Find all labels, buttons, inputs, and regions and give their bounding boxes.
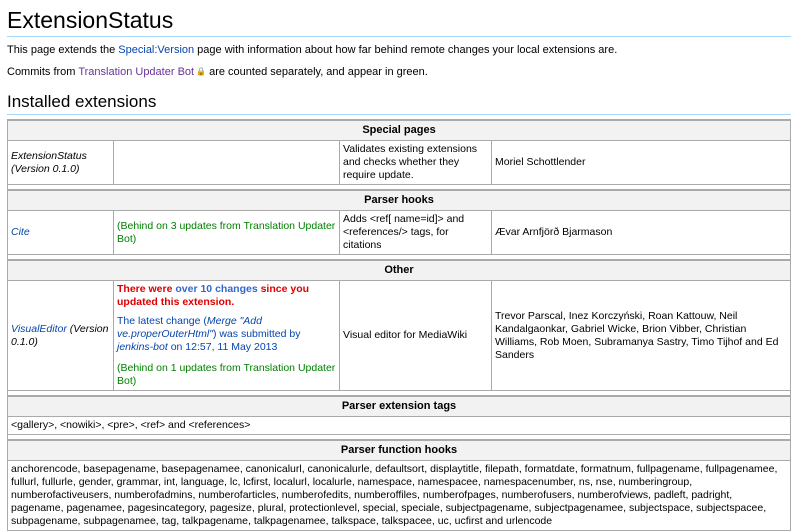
extension-name-cell xyxy=(8,211,114,255)
section-row-parser-extension-tags xyxy=(8,396,791,417)
section-row-parser-function-hooks xyxy=(8,440,791,461)
latest-text-b: ) was submitted by xyxy=(212,328,301,340)
latest-change-link-text: Merge "Add ve.properOuterHtml" xyxy=(117,315,262,340)
extension-status-cell: (Behind on 3 updates from Translation Updater Bot) xyxy=(114,211,340,255)
extension-name-cell xyxy=(8,141,114,185)
extension-authors: Ævar Arnfjörð Bjarmason xyxy=(492,211,791,255)
section-header-parser-function-hooks: Parser function hooks xyxy=(8,440,791,461)
section-header-parser-hooks: Parser hooks xyxy=(8,190,791,211)
section-row-special-pages xyxy=(8,120,791,141)
extension-version: (Version 0.1.0) xyxy=(11,322,109,348)
visualeditor-extension-link[interactable]: VisualEditor xyxy=(11,322,67,335)
changes-count: over 10 changes xyxy=(175,283,258,295)
commits-text-pre: Commits from xyxy=(7,66,79,78)
installed-extensions-heading: Installed extensions xyxy=(7,92,791,115)
section-header-special-pages: Special pages xyxy=(8,120,791,141)
extension-description: Validates existing extensions and checks whether they require update. xyxy=(340,141,492,185)
intro-text-post: page with information about how far behind remote changes your local extensions are. xyxy=(194,44,618,56)
warning-text-a: There were xyxy=(117,283,176,295)
latest-text-c: on 12:57, 11 May 2013 xyxy=(167,341,278,353)
extension-name: ExtensionStatus xyxy=(11,149,87,162)
extension-description: Adds <ref[ name=id]> and <references/> tags, for citations xyxy=(340,211,492,255)
translation-bot-link[interactable]: Translation Updater Bot xyxy=(78,66,195,78)
bot-status: (Behind on 1 updates from Translation Updater Bot) xyxy=(117,362,336,387)
commits-paragraph xyxy=(7,64,791,80)
lock-icon: 🔒 xyxy=(196,67,207,76)
table-row-function-hooks xyxy=(8,461,791,531)
section-header-other: Other xyxy=(8,260,791,281)
update-warning xyxy=(117,283,336,309)
table-row-extension-tags xyxy=(8,417,791,435)
latest-user-link[interactable] xyxy=(117,341,168,353)
page-title: ExtensionStatus xyxy=(7,6,791,37)
extension-authors: Moriel Schottlender xyxy=(492,141,791,185)
latest-user-link-text: jenkins-bot xyxy=(117,341,168,353)
function-hooks-list: anchorencode, basepagename, basepagenamee, canonicalurl, canonicalurle, defaultsort, displaytitle, filepath, formatdate, formatnum, fullpagename, fullpagenamee, fullurl, fullurle, gender, grammar, int, language, lc, lcfirst, localurl, localurle, namespace, namespacee, namespacenumber, ns, nse, numberingroup, numberofactiveusers, numberofadmins, numberofarticles, numberofedits, numberoffiles, numberofpages, numberofusers, numberofviews, padleft, padright, pagename, pagenamee, pagesincategory, pagesize, plural, protectionlevel, special, speciale, subjectpagename, subjectpagenamee, subjectspace, subjectspacee, subpagename, subpagenamee, tag, talkpagename, talkpagenamee, talkspace, talkspacee, uc, ucfirst and urlencode xyxy=(8,461,791,531)
latest-change-info xyxy=(117,315,336,354)
section-header-parser-extension-tags: Parser extension tags xyxy=(8,396,791,417)
extension-status-cell xyxy=(114,141,340,185)
special-version-link[interactable]: Special:Version xyxy=(118,44,195,56)
commits-text-post: are counted separately, and appear in green. xyxy=(206,66,428,78)
extension-version: (Version 0.1.0) xyxy=(11,162,80,175)
section-row-other xyxy=(8,260,791,281)
extension-status-cell xyxy=(114,281,340,391)
extensions-table xyxy=(7,119,791,531)
extension-name-cell xyxy=(8,281,114,391)
extension-tags-list: <gallery>, <nowiki>, <pre>, <ref> and <references> xyxy=(8,417,791,435)
intro-text-pre: This page extends the xyxy=(7,44,119,56)
latest-text-a: The latest change ( xyxy=(117,315,207,327)
extension-authors: Trevor Parscal, Inez Korczyński, Roan Kattouw, Neil Kandalgaonkar, Gabriel Wicke, Brion Vibber, Christian Williams, Rob Moen, Subramanya Sastry, Timo Tijhof and Ed Sanders xyxy=(492,281,791,391)
section-row-parser-hooks xyxy=(8,190,791,211)
table-row-extensionstatus xyxy=(8,141,791,185)
table-row-cite xyxy=(8,211,791,255)
cite-extension-link[interactable]: Cite xyxy=(11,226,30,238)
table-row-visualeditor xyxy=(8,281,791,391)
extension-description: Visual editor for MediaWiki xyxy=(340,281,492,391)
intro-paragraph xyxy=(7,43,791,58)
warning-text-b: since you updated this extension. xyxy=(117,283,310,308)
